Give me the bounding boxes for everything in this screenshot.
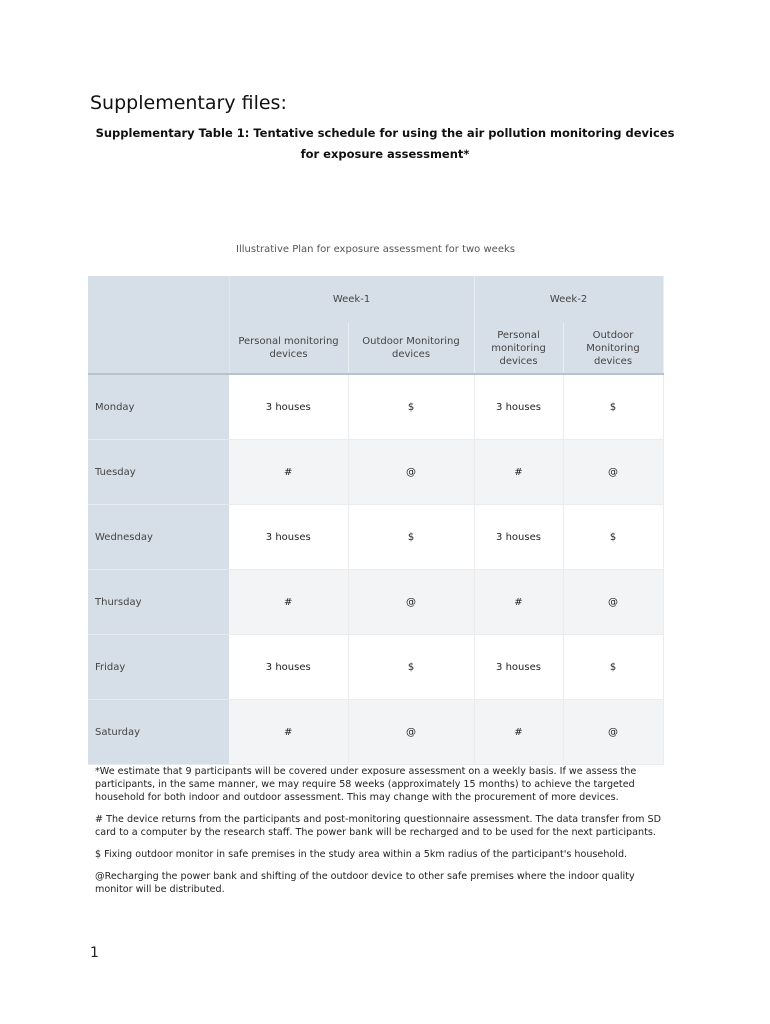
day-label: Thursday [88, 570, 229, 635]
table-cell: # [474, 440, 563, 505]
header-line: Personal [497, 329, 540, 341]
table-cell: # [474, 700, 563, 765]
table-cell: $ [563, 505, 663, 570]
table-cell: @ [348, 570, 474, 635]
page-heading: Supplementary files: [90, 92, 287, 114]
table-cell: # [229, 700, 348, 765]
header-line: devices [593, 355, 633, 367]
table-cell: @ [348, 700, 474, 765]
page-number: 1 [90, 945, 99, 961]
footnote-at: @Recharging the power bank and shifting of the outdoor device to other safe premises where the indoor quality monitor will be distributed. [95, 871, 635, 895]
device-header-row [88, 323, 663, 374]
table-row [88, 440, 663, 505]
table-cell: $ [563, 374, 663, 440]
table-cell: 3 houses [474, 505, 563, 570]
week-2-header: Week-2 [474, 276, 663, 323]
corner-cell [88, 276, 229, 323]
week-2-personal-header [474, 323, 563, 374]
table-row [88, 570, 663, 635]
header-line: monitoring [491, 342, 546, 354]
header-line: devices [499, 355, 538, 367]
day-label: Saturday [88, 700, 229, 765]
table-cell: 3 houses [474, 374, 563, 440]
table-cell: @ [563, 700, 663, 765]
table-cell: 3 houses [474, 635, 563, 700]
week-1-outdoor-header: Outdoor Monitoring devices [348, 323, 474, 374]
table-cell: # [229, 570, 348, 635]
footnote-asterisk: *We estimate that 9 participants will be covered under exposure assessment on a weekly basis. If we assess the participants, in the same manner, we may require 58 weeks (approximately 15 months) to achieve the targeted household for both indoor and outdoor assessment. This may change with the procurement of more devices. [95, 766, 637, 803]
caption-line-1: Supplementary Table 1: Tentative schedule for using the air pollution monitoring devices [95, 126, 675, 140]
table-cell: $ [563, 635, 663, 700]
header-line: Outdoor [592, 329, 634, 341]
table-row [88, 700, 663, 765]
caption-line-2: for exposure assessment* [300, 147, 470, 161]
table-cell: 3 houses [229, 505, 348, 570]
table-caption [88, 123, 682, 165]
day-label: Monday [88, 374, 229, 440]
week-2-outdoor-header [563, 323, 663, 374]
week-header-row [88, 276, 663, 323]
table-row [88, 635, 663, 700]
header-line: Monitoring [586, 342, 640, 354]
table-cell: $ [348, 635, 474, 700]
corner-cell [88, 323, 229, 374]
week-1-header: Week-1 [229, 276, 474, 323]
week-1-personal-header: Personal monitoring devices [229, 323, 348, 374]
plan-title: Illustrative Plan for exposure assessment for two weeks [236, 244, 515, 255]
table-row [88, 505, 663, 570]
table-cell: # [474, 570, 563, 635]
schedule-table [88, 276, 664, 765]
day-label: Wednesday [88, 505, 229, 570]
table-cell: @ [563, 440, 663, 505]
table-cell: $ [348, 374, 474, 440]
day-label: Friday [88, 635, 229, 700]
table-cell: 3 houses [229, 374, 348, 440]
table-cell: # [229, 440, 348, 505]
table-cell: 3 houses [229, 635, 348, 700]
footnotes [95, 765, 665, 905]
day-label: Tuesday [88, 440, 229, 505]
table-cell: $ [348, 505, 474, 570]
footnote-dollar: $ Fixing outdoor monitor in safe premises in the study area within a 5km radius of the participant's household. [95, 849, 628, 860]
footnote-hash: # The device returns from the participants and post-monitoring questionnaire assessment. The data transfer from SD card to a computer by the research staff. The power bank will be recharged and to be used for the next participants. [95, 814, 661, 838]
table-row [88, 374, 663, 440]
table-cell: @ [348, 440, 474, 505]
table-cell: @ [563, 570, 663, 635]
